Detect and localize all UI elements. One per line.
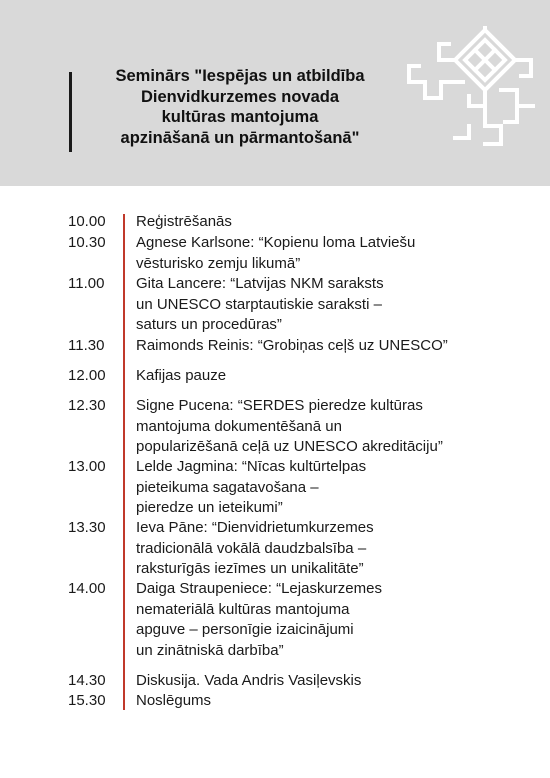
description-line: Daiga Straupeniece: “Lejaskurzemes	[136, 580, 382, 597]
schedule-time: 14.00	[68, 580, 106, 597]
description-line: tradicionālā vokālā daudzbalsība –	[136, 539, 367, 557]
description-line: pieredze un ieteikumi”	[136, 499, 283, 516]
schedule-time: 13.30	[68, 519, 106, 536]
description-line: Ieva Pāne: “Dienvidrietumkurzemes	[136, 519, 374, 536]
schedule-time: 13.00	[68, 458, 106, 475]
schedule-time: 12.30	[68, 397, 106, 414]
description-line: apguve – personīgie izaicinājumi	[136, 621, 354, 638]
schedule-time: 12.00	[68, 367, 106, 384]
description-line: Noslēgums	[136, 692, 212, 709]
description-line: Agnese Karlsone: “Kopienu loma Latviešu	[136, 234, 416, 251]
description-line: Gita Lancere: “Latvijas NKM saraksts	[136, 275, 384, 292]
schedule-description	[136, 579, 536, 661]
schedule-description	[136, 212, 536, 233]
description-line: mantojuma dokumentēšanā un	[136, 417, 342, 435]
page-title	[80, 66, 400, 148]
description-line: un UNESCO starptautiskie saraksti –	[136, 295, 382, 313]
description-line: vēsturisko zemju likumā”	[136, 254, 301, 272]
description-line: un zinātniskā darbība”	[136, 641, 284, 659]
description-line: Kafijas pauze	[136, 367, 227, 384]
schedule-time: 15.30	[68, 692, 106, 709]
description-line: saturs un procedūras”	[136, 316, 282, 333]
description-line: Lelde Jagmina: “Nīcas kultūrtelpas	[136, 458, 367, 475]
description-line: nemateriālā kultūras mantojuma	[136, 600, 350, 618]
schedule-time: 10.00	[68, 213, 106, 230]
title-line: kultūras mantojuma	[161, 108, 319, 126]
title-line: apzināšanā un pārmantošanā"	[120, 128, 360, 147]
description-line: pieteikuma sagatavošana –	[136, 478, 319, 496]
description-line: Reģistrēšanās	[136, 213, 232, 230]
schedule-description	[136, 366, 536, 387]
schedule-description	[136, 518, 536, 580]
schedule-description	[136, 336, 536, 357]
schedule-description	[136, 396, 536, 458]
schedule-time: 10.30	[68, 234, 106, 251]
title-line: Seminārs "Iespējas un atbildība	[115, 67, 365, 85]
title-accent-bar	[69, 72, 72, 152]
schedule-description	[136, 691, 536, 712]
schedule-time: 11.30	[68, 337, 105, 354]
description-line: popularizēšanā ceļā uz UNESCO akreditāciju”	[136, 438, 443, 455]
schedule-description	[136, 457, 536, 519]
schedule-time: 14.30	[68, 672, 106, 689]
title-line: Dienvidkurzemes novada	[140, 87, 340, 106]
schedule-description	[136, 233, 536, 274]
schedule-divider	[123, 214, 125, 710]
description-line: Signe Pucena: “SERDES pieredze kultūras	[136, 397, 423, 414]
schedule-description	[136, 671, 536, 692]
description-line: Diskusija. Vada Andris Vasiļevskis	[136, 672, 362, 689]
description-line: Raimonds Reinis: “Grobiņas ceļš uz UNESCO”	[136, 337, 448, 354]
schedule-time: 11.00	[68, 275, 105, 292]
description-line: raksturīgās iezīmes un unikalitāte”	[136, 560, 364, 577]
schedule-description	[136, 274, 536, 336]
latvian-ornament-icon	[405, 26, 535, 154]
header	[0, 0, 550, 186]
